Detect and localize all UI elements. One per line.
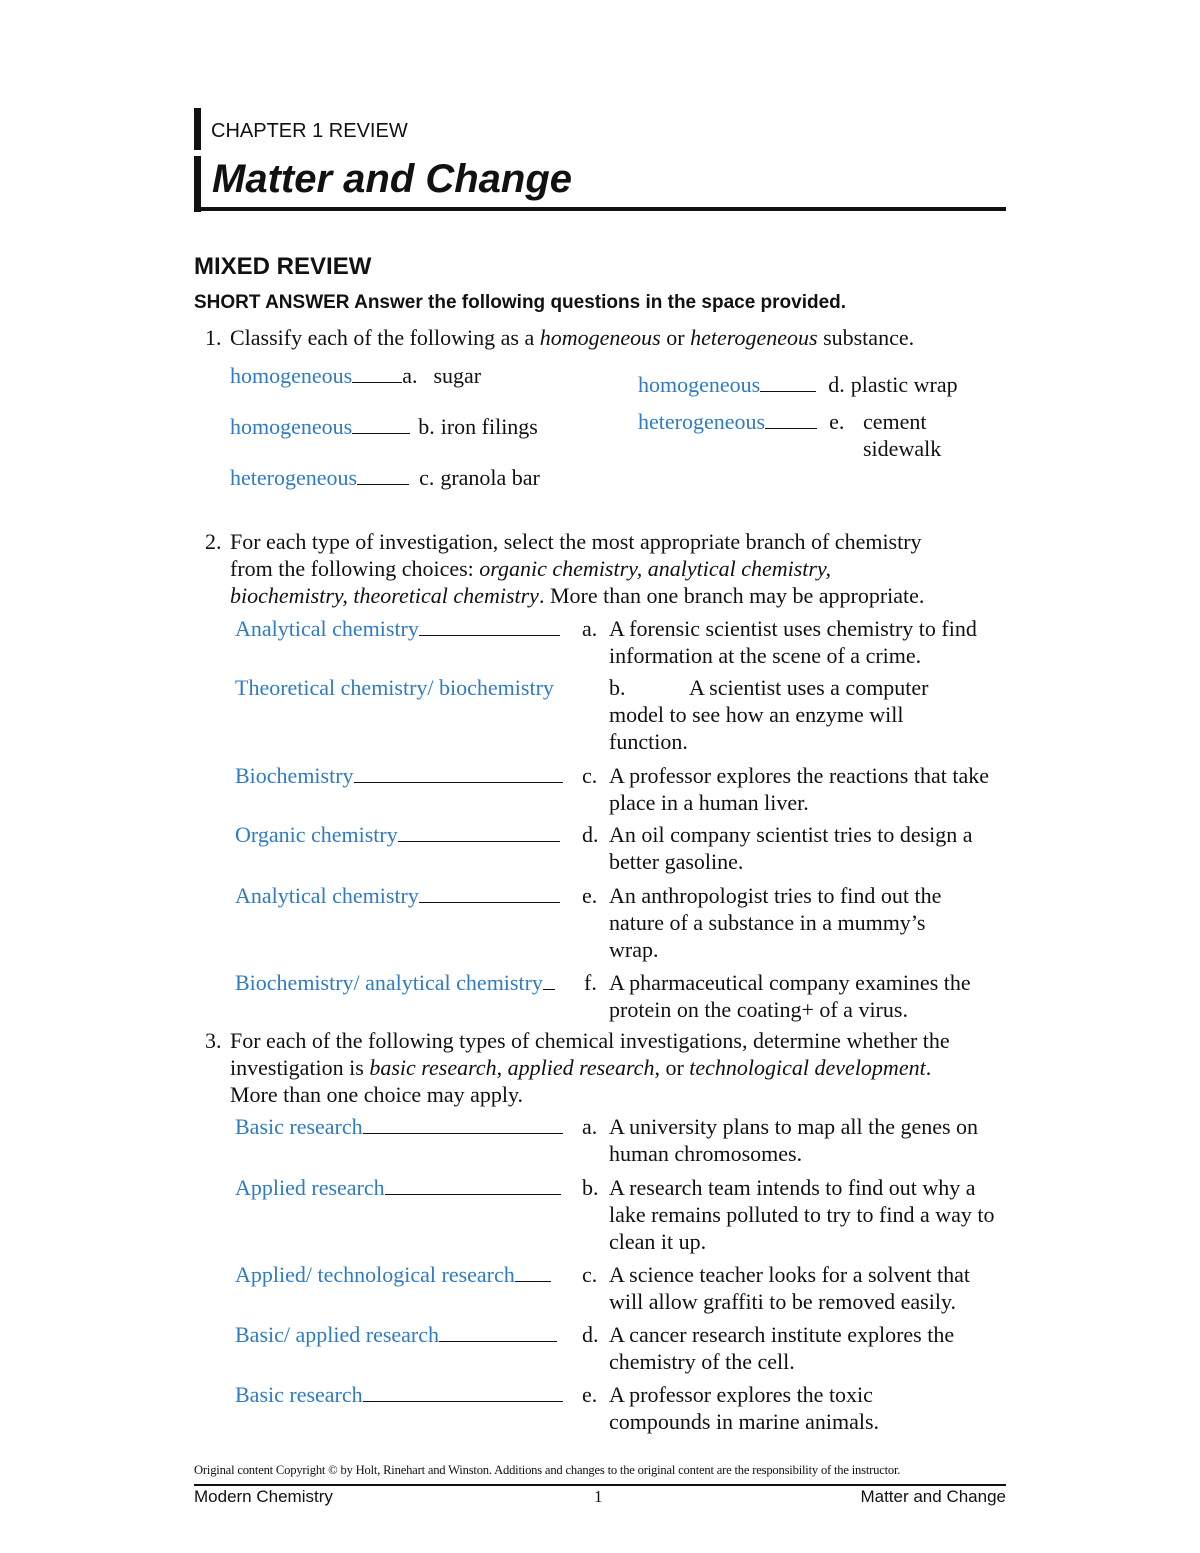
page-title: Matter and Change [212,157,573,201]
q1-number: 1. [205,325,222,350]
q2-desc-f: A pharmaceutical company examines the protein on the coating+ of a virus. [609,970,971,1022]
q2-letter-a: a. [582,616,598,641]
q2-answer-a[interactable]: Analytical chemistry [235,615,560,642]
q3-desc-c: A science teacher looks for a solvent that will allow graffiti to be removed easily. [609,1262,971,1314]
q3-desc-a: A university plans to map all the genes on human chromosomes. [609,1114,979,1166]
footer-page-number: 1 [594,1487,603,1506]
q1-item-e[interactable]: heterogeneous e. [638,409,845,434]
answer-text: homogeneous [230,363,353,388]
q3-answer-d[interactable]: Basic/ applied research [235,1321,557,1348]
answer-text: heterogeneous [230,465,358,490]
q1-item-a[interactable]: homogeneous a. sugar [230,363,482,388]
q2-desc-a: A forensic scientist uses chemistry to find information at the scene of a crime. [609,616,977,668]
q3-desc-e: A professor explores the toxic compounds in marine animals. [609,1382,880,1434]
q2-desc-e: An anthropologist tries to find out the nature of a substance in a mummy’s wrap. [609,883,942,962]
q2-answer-e[interactable]: Analytical chemistry [235,882,560,909]
chapter-bar [194,108,201,150]
q2-answer-b[interactable]: Theoretical chemistry/ biochemistry [235,675,554,700]
q2-letter-b: b. [609,675,626,700]
q2-letter-c: c. [582,763,598,788]
q2-answer-f[interactable]: Biochemistry/ analytical chemistry [235,969,555,996]
q2-number: 2. [205,529,222,554]
q3-prompt: For each of the following types of chemical investigations, determine whether the investigation is basic research, applied research, or technological development. More than one choice may apply. [230,1028,950,1107]
q1-item-c[interactable]: heterogeneous c. granola bar [230,465,540,490]
q3-letter-c: c. [582,1262,598,1287]
instructions-text: Answer the following questions in the space provided. [354,292,847,313]
q1-prompt: Classify each of the following as a homogeneous or heterogeneous substance. [230,325,915,350]
footer-chapter-title: Matter and Change [860,1487,1006,1506]
section-heading: MIXED REVIEW [194,253,372,280]
q3-desc-b: A research team intends to find out why a lake remains polluted to try to find a way to clean it up. [609,1175,995,1254]
title-bar [194,156,201,212]
q2-desc-c: A professor explores the reactions that take place in a human liver. [609,763,989,815]
q3-letter-d: d. [582,1322,599,1347]
q2-answer-c[interactable]: Biochemistry [235,762,563,789]
footer-book-title: Modern Chemistry [194,1487,333,1506]
chapter-label: CHAPTER 1 REVIEW [211,120,408,142]
q3-letter-e: e. [582,1382,598,1407]
answer-text: heterogeneous [638,409,766,434]
footer-rule [194,1484,1006,1486]
q3-number: 3. [205,1028,222,1053]
q3-answer-b[interactable]: Applied research [235,1174,561,1201]
q3-letter-b: b. [582,1175,599,1200]
q2-prompt: For each type of investigation, select the most appropriate branch of chemistry from the following choices: organic chemistry, analytical chemistry, biochemistry, theoretical chemistry. More than one branch may be appropriate. [230,529,925,608]
q2-answer-d[interactable]: Organic chemistry [235,821,560,848]
instructions-label: SHORT ANSWER [194,292,350,313]
q3-answer-c[interactable]: Applied/ technological research [235,1261,551,1288]
q1-item-b[interactable]: homogeneous b. iron filings [230,414,538,439]
q3-letter-a: a. [582,1114,598,1139]
answer-text: homogeneous [638,372,761,397]
q2-desc-b: A scientist uses a computer model to see how an enzyme will function. [609,675,929,754]
answer-text: homogeneous [230,414,353,439]
copyright-notice: Original content Copyright © by Holt, Rinehart and Winston. Additions and changes to the original content are the responsibility of the instructor. [194,1463,901,1477]
q3-answer-a[interactable]: Basic research [235,1113,563,1140]
q1-item-d[interactable]: homogeneous d. plastic wrap [638,372,958,397]
q2-desc-d: An oil company scientist tries to design a better gasoline. [609,822,973,874]
q1-item-e-text: cement sidewalk [863,409,942,461]
q2-letter-d: d. [582,822,599,847]
q2-letter-f: f. [584,970,597,995]
title-rule [194,207,1006,211]
q3-desc-d: A cancer research institute explores the chemistry of the cell. [609,1322,955,1374]
q2-letter-e: e. [582,883,598,908]
instructions [194,292,846,314]
q3-answer-e[interactable]: Basic research [235,1381,563,1408]
